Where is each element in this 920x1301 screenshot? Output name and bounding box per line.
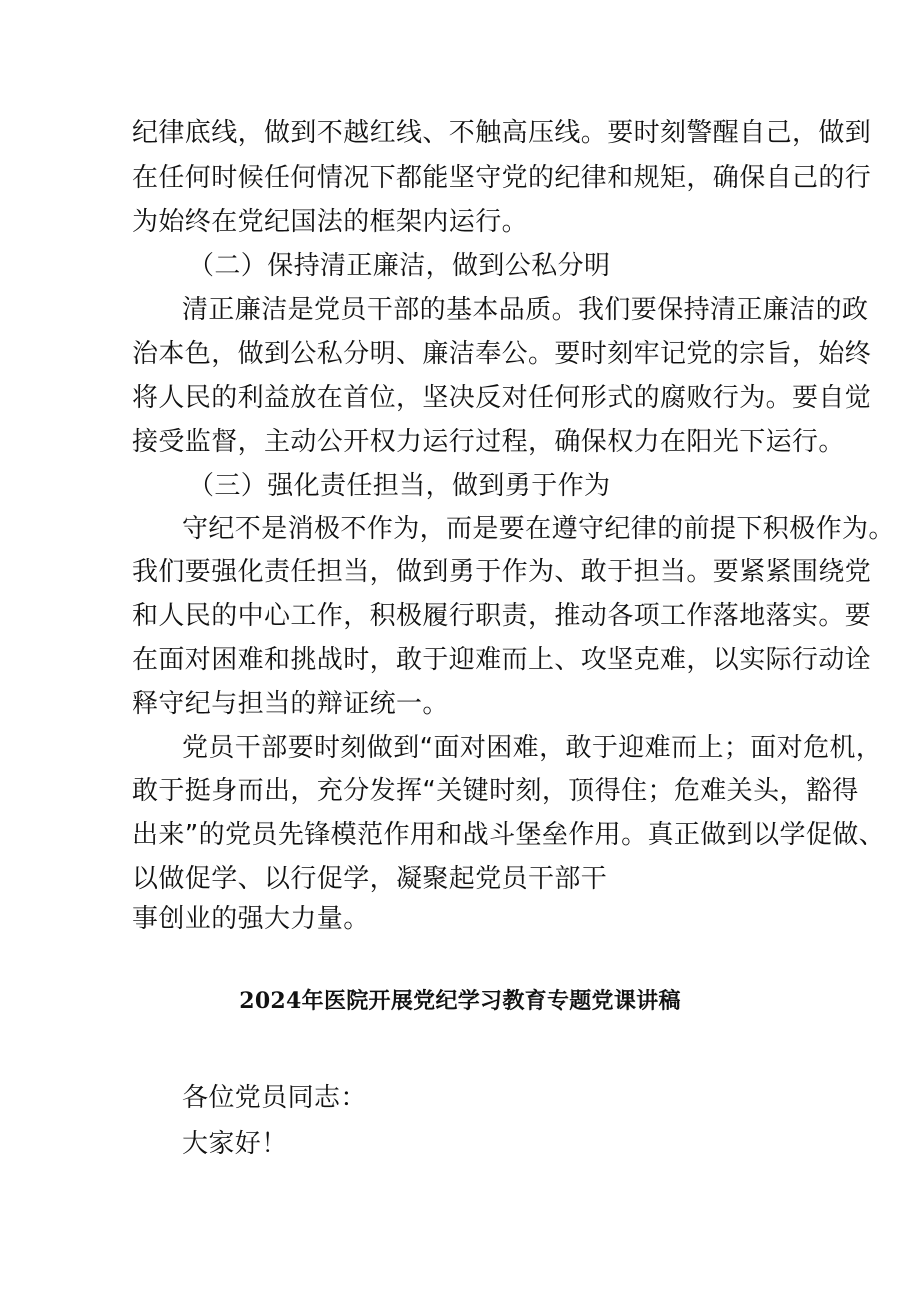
body-line: 我们要强化责任担当，做到勇于作为、敢于担当。要紧紧围绕党 xyxy=(132,557,872,587)
body-line: 守纪不是消极不作为，而是要在遵守纪律的前提下积极作为。 xyxy=(182,514,895,544)
body-line: 治本色，做到公私分明、廉洁奉公。要时刻牢记党的宗旨，始终 xyxy=(132,339,872,369)
body-line: 在任何时候任何情况下都能坚守党的纪律和规矩，确保自己的行 xyxy=(132,163,872,193)
greeting: 大家好！ xyxy=(182,1129,288,1159)
body-line: 以做促学、以行促学，凝聚起党员干部干 xyxy=(132,864,608,894)
salutation: 各位党员同志： xyxy=(182,1083,367,1113)
body-line: 释守纪与担当的辩证统一。 xyxy=(132,689,449,719)
body-line: 接受监督，主动公开权力运行过程，确保权力在阳光下运行。 xyxy=(132,427,845,457)
document-title: 2024年医院开展党纪学习教育专题党课讲稿 xyxy=(239,988,681,1014)
body-line: 在面对困难和挑战时，敢于迎难而上、攻坚克难，以实际行动诠 xyxy=(132,645,872,675)
body-line: 党员干部要时刻做到“面对困难，敢于迎难而上；面对危机， xyxy=(182,733,883,763)
body-line: 出来”的党员先锋模范作用和战斗堡垒作用。真正做到以学促做、 xyxy=(132,820,886,850)
body-line: 纪律底线，做到不越红线、不触高压线。要时刻警醒自己，做到 xyxy=(132,118,872,148)
body-line: 清正廉洁是党员干部的基本品质。我们要保持清正廉洁的政 xyxy=(182,295,869,325)
body-line: 事创业的强大力量。 xyxy=(132,904,370,934)
section-heading: （三）强化责任担当，做到勇于作为 xyxy=(188,471,611,501)
body-line: 敢于挺身而出，充分发挥“关键时刻，顶得住；危难关头，豁得 xyxy=(132,776,859,806)
body-line: 为始终在党纪国法的框架内运行。 xyxy=(132,207,529,237)
body-line: 将人民的利益放在首位，坚决反对任何形式的腐败行为。要自觉 xyxy=(132,383,872,413)
section-heading: （二）保持清正廉洁，做到公私分明 xyxy=(188,251,611,281)
body-line: 和人民的中心工作，积极履行职责，推动各项工作落地落实。要 xyxy=(132,601,872,631)
